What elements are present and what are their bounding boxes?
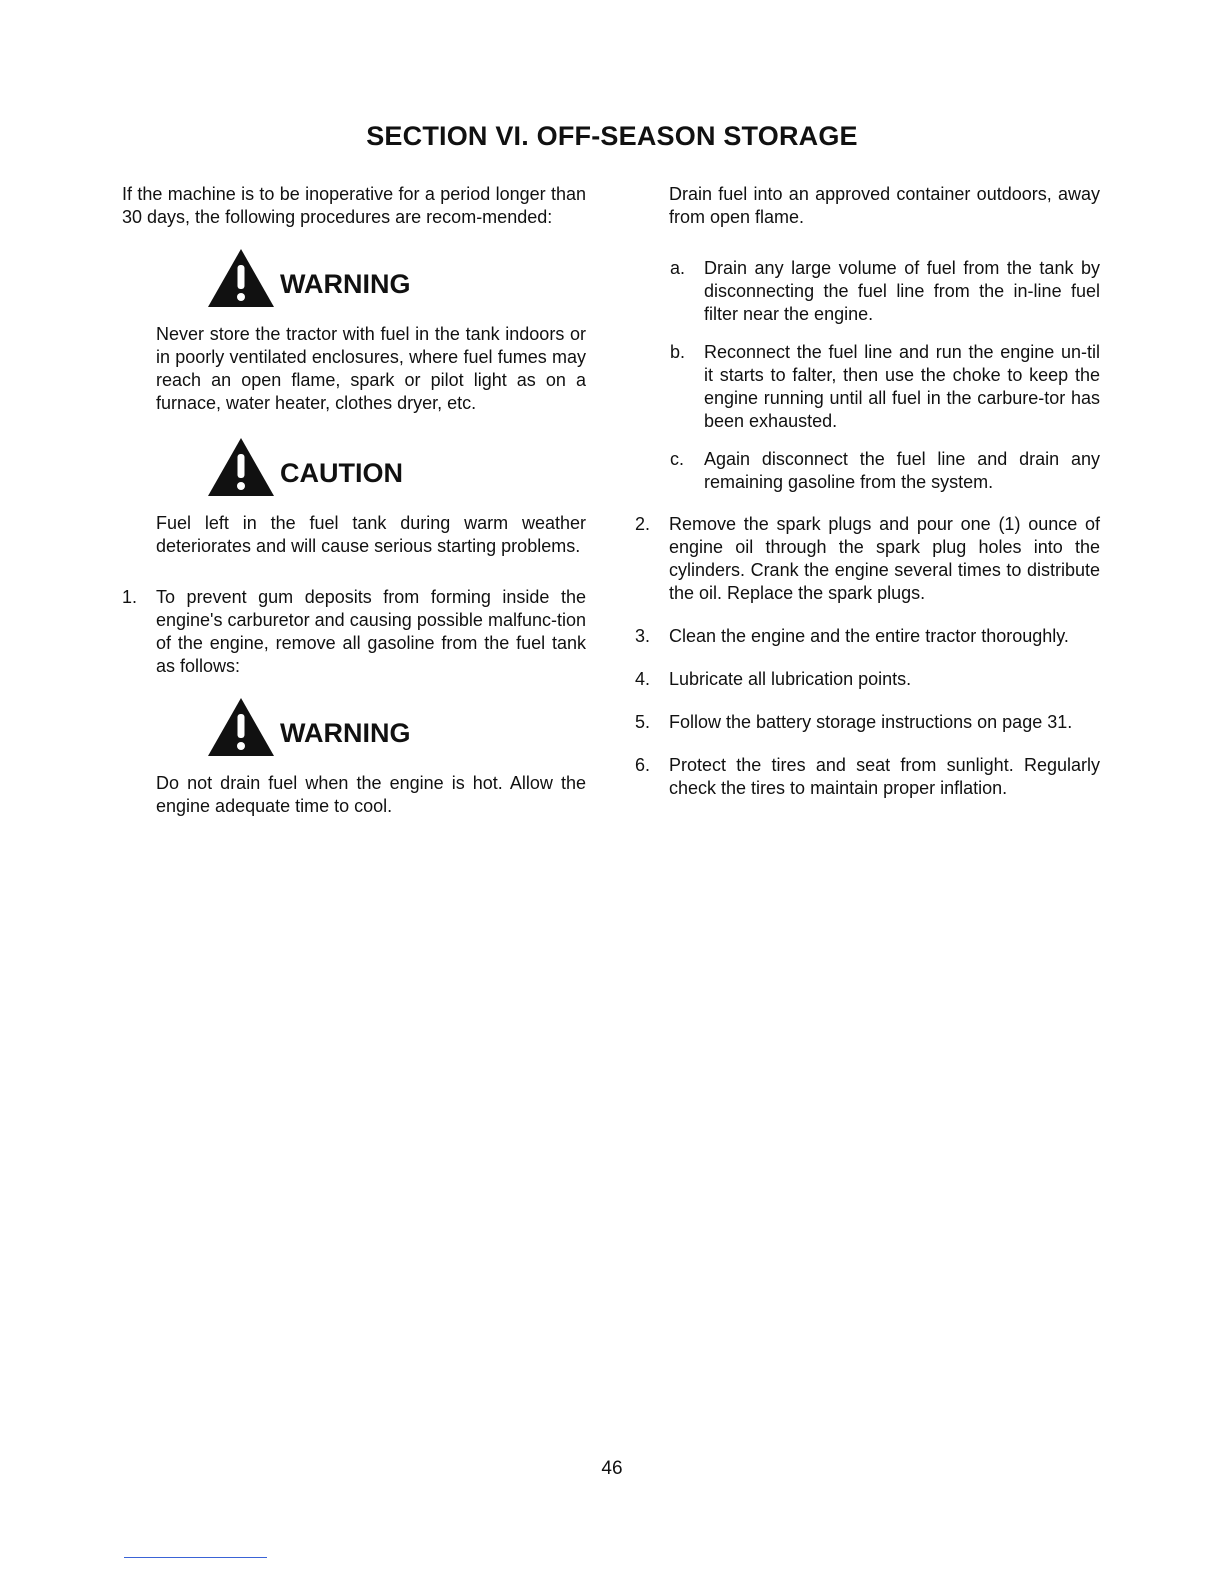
step-4 <box>635 668 1100 691</box>
warning-text-1: Never store the tractor with fuel in the tank indoors or in poorly ventilated enclosures, where fuel fumes may reach an open flame, spark or pilot light as on a furnace, water heater, clothes dryer, etc. <box>156 324 586 413</box>
step-number: 4. <box>635 669 651 689</box>
substep-a <box>670 257 1100 326</box>
step-3 <box>635 625 1100 648</box>
left-column <box>122 183 586 818</box>
step-number: 6. <box>635 755 651 775</box>
substep-text: Drain any large volume of fuel from the tank by disconnecting the fuel line from the in-line fuel filter near the engine. <box>704 258 1100 324</box>
warning-triangle-icon <box>206 247 276 309</box>
warning-header-2 <box>206 696 586 758</box>
step-text: Clean the engine and the entire tractor thoroughly. <box>669 626 1069 646</box>
footer-rule <box>124 1557 267 1558</box>
warning-label-2: WARNING <box>280 717 411 748</box>
step-text: Follow the battery storage instructions on page 31. <box>669 712 1073 732</box>
substep-letter: a. <box>670 258 686 278</box>
drain-note: Drain fuel into an approved container outdoors, away from open flame. <box>669 184 1100 227</box>
warning-header-1 <box>206 247 586 309</box>
warning-text-2: Do not drain fuel when the engine is hot. Allow the engine adequate time to cool. <box>156 773 586 816</box>
substep-letter: c. <box>670 449 685 469</box>
step-number: 3. <box>635 626 651 646</box>
warning-label-1: WARNING <box>280 268 411 299</box>
section-title: SECTION VI. OFF-SEASON STORAGE <box>366 121 858 151</box>
page-number: 46 <box>601 1458 623 1479</box>
caution-header <box>206 436 586 498</box>
step-6 <box>635 754 1100 800</box>
step-number: 2. <box>635 514 651 534</box>
step-1 <box>122 586 586 678</box>
right-column <box>635 183 1100 800</box>
step-5 <box>635 711 1100 734</box>
caution-label: CAUTION <box>280 457 403 488</box>
step-text: Protect the tires and seat from sunlight. Regularly check the tires to maintain proper inflation. <box>669 755 1100 798</box>
substep-c <box>670 448 1100 494</box>
substep-letter: b. <box>670 342 686 362</box>
step-number: 5. <box>635 712 651 732</box>
substep-text: Again disconnect the fuel line and drain any remaining gasoline from the system. <box>704 449 1100 492</box>
caution-text: Fuel left in the fuel tank during warm weather deteriorates and will cause serious starting problems. <box>156 513 586 556</box>
warning-triangle-icon <box>206 696 276 758</box>
substep-b <box>670 341 1100 433</box>
substep-text: Reconnect the fuel line and run the engine un-til it starts to falter, then use the choke to keep the engine running until all fuel in the carbure-tor has been exhausted. <box>704 342 1100 431</box>
step-text: To prevent gum deposits from forming inside the engine's carburetor and causing possible malfunc-tion of the engine, remove all gasoline from the fuel tank as follows: <box>156 587 586 676</box>
intro-paragraph: If the machine is to be inoperative for a period longer than 30 days, the following procedures are recom-mended: <box>122 184 586 227</box>
step-number: 1. <box>122 587 138 607</box>
step-2 <box>635 513 1100 605</box>
caution-triangle-icon <box>206 436 276 498</box>
step-text: Lubricate all lubrication points. <box>669 669 912 689</box>
step-text: Remove the spark plugs and pour one (1) ounce of engine oil through the spark plug holes into the cylinders. Crank the engine several times to distribute the oil. Replace the spark plugs. <box>669 514 1100 603</box>
